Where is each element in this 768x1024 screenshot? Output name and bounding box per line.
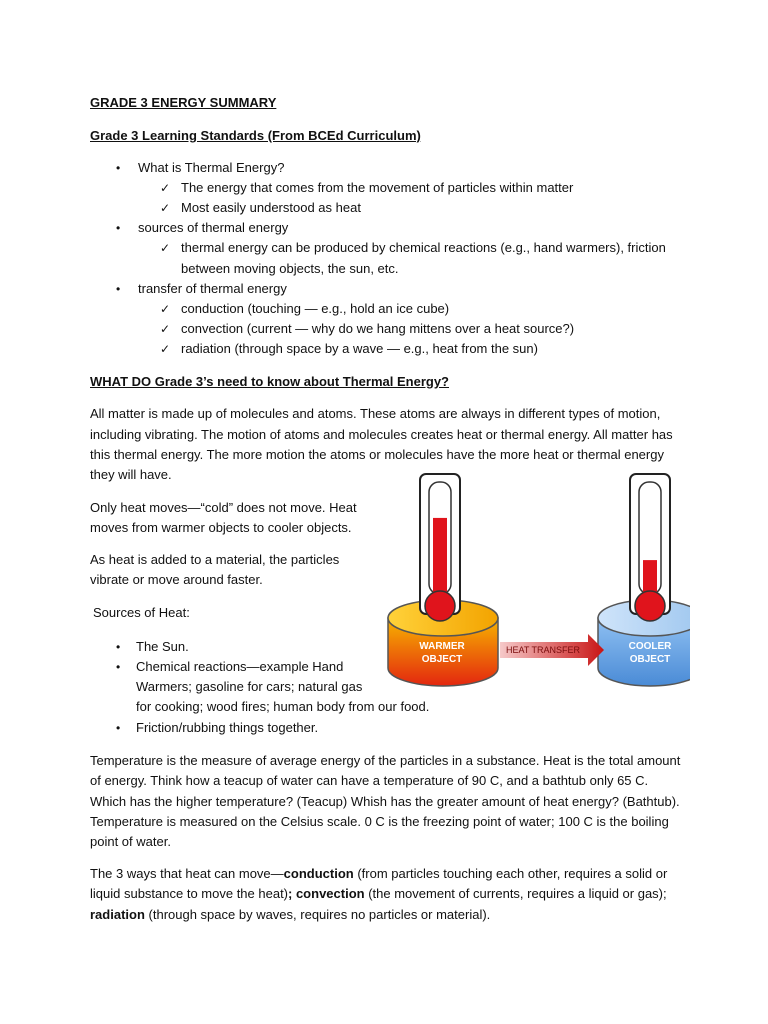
check-icon: ✓ [160, 322, 171, 336]
bullet-subitem: radiation (through space by a wave — e.g., heat from the sun) [181, 341, 538, 356]
check-icon: ✓ [160, 342, 171, 356]
warm-mercury-level [433, 518, 447, 600]
source-item-continued: Warmers; gasoline for cars; natural gas [136, 679, 363, 694]
arrow-label: HEAT TRANSFER [505, 645, 581, 655]
paragraph-line: of energy. Think how a teacup of water can have a temperature of 90 C, and a bathtub only 65 C. [90, 773, 649, 788]
bullet-subitem: The energy that comes from the movement of particles within matter [181, 180, 574, 195]
paragraph-line: Temperature is the measure of average energy of the particles in a substance. Heat is the total amount [90, 753, 681, 768]
paragraph-line: point of water. [90, 834, 171, 849]
cool-thermometer [630, 474, 670, 621]
heat-transfer-diagram [380, 470, 690, 690]
warmer-label-1: WARMER [419, 641, 465, 652]
bullet-dot: • [116, 640, 121, 654]
paragraph-line: they will have. [90, 467, 172, 482]
bullet-subitem: convection (current — why do we hang mittens over a heat source?) [181, 321, 575, 336]
term-conduction: conduction [283, 866, 354, 881]
bullet-dot: • [116, 721, 121, 735]
paragraph-line: moves from warmer objects to cooler objects. [90, 520, 352, 535]
ways-desc: (from particles touching each other, requires a solid or [353, 866, 668, 881]
source-item: Friction/rubbing things together. [136, 720, 319, 735]
ways-desc: (the movement of currents, requires a liquid or gas); [364, 886, 667, 901]
bullet-label: sources of thermal energy [138, 220, 289, 235]
bullet-subitem-continued: between moving objects, the sun, etc. [181, 261, 399, 276]
bullet-subitem: thermal energy can be produced by chemical reactions (e.g., hand warmers), friction [181, 240, 666, 255]
paragraph-line: vibrate or move around faster. [90, 572, 263, 587]
bullet-dot: • [116, 221, 121, 235]
source-item: The Sun. [136, 639, 189, 654]
bullet-dot: • [116, 282, 121, 296]
bullet-label: What is Thermal Energy? [138, 160, 285, 175]
cooler-label-1: COOLER [628, 641, 672, 652]
heat-transfer-arrow [500, 634, 604, 666]
paragraph-line: Temperature is measured on the Celsius scale. 0 C is the freezing point of water; 100 C is the boiling [90, 814, 669, 829]
warm-thermometer [420, 474, 460, 621]
cooler-label-2: OBJECT [629, 654, 671, 665]
bullet-dot: • [116, 161, 121, 175]
check-icon: ✓ [160, 181, 171, 195]
know-heading: WHAT DO Grade 3’s need to know about Thermal Energy? [90, 374, 449, 389]
paragraph-line: this thermal energy. The more motion the atoms or molecules have the more heat or thermal energy [90, 447, 664, 462]
document-title: GRADE 3 ENERGY SUMMARY [90, 95, 277, 110]
paragraph-line: All matter is made up of molecules and atoms. These atoms are always in different types of motion, [90, 406, 661, 421]
ways-desc: liquid substance to move the heat) [90, 886, 289, 901]
source-item: Chemical reactions—example Hand [136, 659, 344, 674]
ways-line-3 [90, 907, 490, 922]
source-item-continued: for cooking; wood fires; human body from our food. [136, 699, 430, 714]
check-icon: ✓ [160, 201, 171, 215]
warmer-label-2: OBJECT [421, 654, 463, 665]
ways-line-2 [90, 886, 667, 901]
standards-heading: Grade 3 Learning Standards (From BCEd Curriculum) [90, 128, 421, 143]
paragraph-line: including vibrating. The motion of atoms and molecules creates heat or thermal energy. All matter has [90, 427, 673, 442]
check-icon: ✓ [160, 241, 171, 255]
bullet-dot: • [116, 660, 121, 674]
check-icon: ✓ [160, 302, 171, 316]
paragraph-line: Only heat moves—“cold” does not move. Heat [90, 500, 357, 515]
bullet-subitem: Most easily understood as heat [181, 200, 361, 215]
ways-desc: (through space by waves, requires no particles or material). [144, 907, 491, 922]
term-radiation: radiation [90, 907, 145, 922]
paragraph-line: As heat is added to a material, the particles [90, 552, 340, 567]
bullet-subitem: conduction (touching — e.g., hold an ice cube) [181, 301, 450, 316]
term-convection: ; convection [288, 886, 365, 901]
ways-line-1 [90, 866, 667, 881]
ways-intro: The 3 ways that heat can move— [90, 866, 284, 881]
sources-heading: Sources of Heat: [93, 605, 190, 620]
paragraph-line: Which has the higher temperature? (Teacup) Whish has the greater amount of heat energy? (Bathtub). [90, 794, 680, 809]
bullet-label: transfer of thermal energy [138, 281, 287, 296]
